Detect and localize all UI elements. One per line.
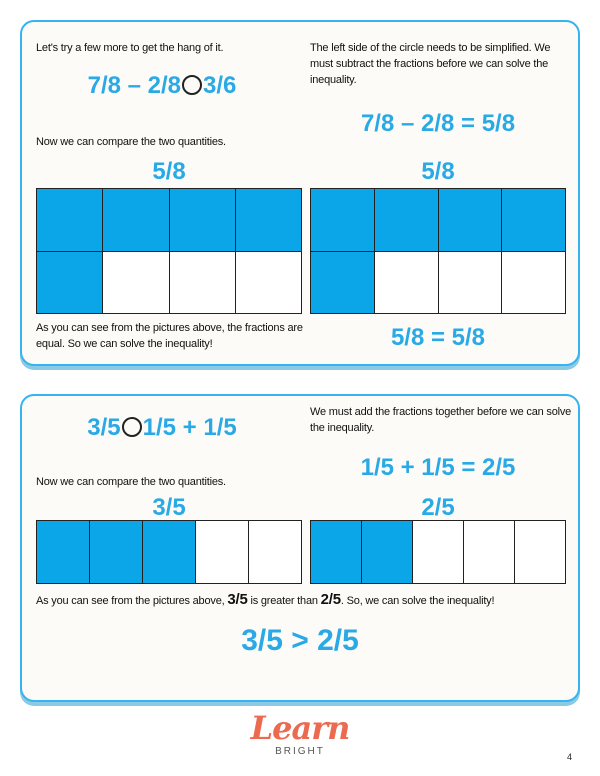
problem-1 [62, 72, 262, 100]
grid-cell-empty [249, 521, 302, 584]
grid-cell-filled [37, 189, 103, 252]
compare-text-2: Now we can compare the two quantities. [36, 476, 226, 488]
lesson-card-2 [20, 394, 580, 702]
conclusion-text-1: As you can see from the pictures above, the fractions are equal. So we can solve the inequality! [36, 322, 303, 350]
logo-subtitle: BRIGHT [275, 746, 325, 757]
grid-cell-filled [37, 521, 90, 584]
grid-cell-empty [170, 252, 236, 315]
grid-cell-empty [375, 252, 439, 315]
grid-cell-filled [37, 252, 103, 315]
problem-1-left: 7/8 – 2/8 [87, 72, 182, 99]
grid-cell-empty [439, 252, 503, 315]
grid-cell-empty [196, 521, 249, 584]
problem-2 [42, 414, 282, 442]
compare-text-1: Now we can compare the two quantities. [36, 136, 226, 148]
conclusion-mid: is greater than [250, 595, 318, 607]
grid-cell-empty [515, 521, 566, 584]
fraction-label-right-2: 2/5 [421, 494, 455, 521]
result-2: 3/5 > 2/5 [241, 624, 359, 657]
grid-cell-filled [311, 252, 375, 315]
conclusion-fraction-a: 3/5 [227, 591, 248, 608]
fraction-label-left-1: 5/8 [152, 158, 186, 185]
fraction-label-right-1: 5/8 [421, 158, 455, 185]
grid-cell-filled [103, 189, 169, 252]
grid-cell-empty [236, 252, 302, 315]
grid-cell-empty [502, 252, 566, 315]
lesson-card-1 [20, 20, 580, 366]
grid-cell-empty [103, 252, 169, 315]
learn-bright-logo [250, 710, 350, 766]
grid-cell-empty [413, 521, 464, 584]
equation-1: 7/8 – 2/8 = 5/8 [360, 110, 516, 137]
grid-cell-filled [362, 521, 413, 584]
simplify-explanation: The left side of the circle needs to be simplified. We must subtract the fractions before we can solve the inequality. [310, 42, 551, 86]
equation-2: 1/5 + 1/5 = 2/5 [360, 454, 516, 481]
add-explanation: We must add the fractions together before we can solve the inequality. [310, 406, 572, 434]
comparison-circle-icon [182, 75, 202, 95]
grid-cell-filled [311, 521, 362, 584]
grid-cell-filled [90, 521, 143, 584]
grid-cell-filled [311, 189, 375, 252]
grid-cell-filled [236, 189, 302, 252]
page-number: 4 [566, 752, 572, 762]
logo-wordmark: Learn [250, 709, 350, 747]
conclusion-text-2 [36, 592, 576, 609]
conclusion-prefix: As you can see from the pictures above, [36, 595, 225, 607]
intro-text: Let's try a few more to get the hang of it. [36, 42, 224, 54]
grid-cell-filled [170, 189, 236, 252]
problem-1-right: 3/6 [203, 72, 237, 99]
grid-cell-filled [502, 189, 566, 252]
grid-cell-filled [143, 521, 196, 584]
fraction-grid-right-2 [310, 520, 566, 584]
result-1: 5/8 = 5/8 [390, 324, 486, 351]
fraction-grid-left-2 [36, 520, 302, 584]
fraction-label-left-2: 3/5 [152, 494, 186, 521]
problem-2-right: 1/5 + 1/5 [142, 414, 237, 441]
grid-cell-filled [375, 189, 439, 252]
conclusion-fraction-b: 2/5 [320, 591, 341, 608]
fraction-grid-right-1 [310, 188, 566, 314]
comparison-circle-icon [122, 417, 142, 437]
problem-2-left: 3/5 [87, 414, 121, 441]
grid-cell-empty [464, 521, 515, 584]
fraction-grid-left-1 [36, 188, 302, 314]
grid-cell-filled [439, 189, 503, 252]
conclusion-suffix: . So, we can solve the inequality! [340, 595, 495, 607]
